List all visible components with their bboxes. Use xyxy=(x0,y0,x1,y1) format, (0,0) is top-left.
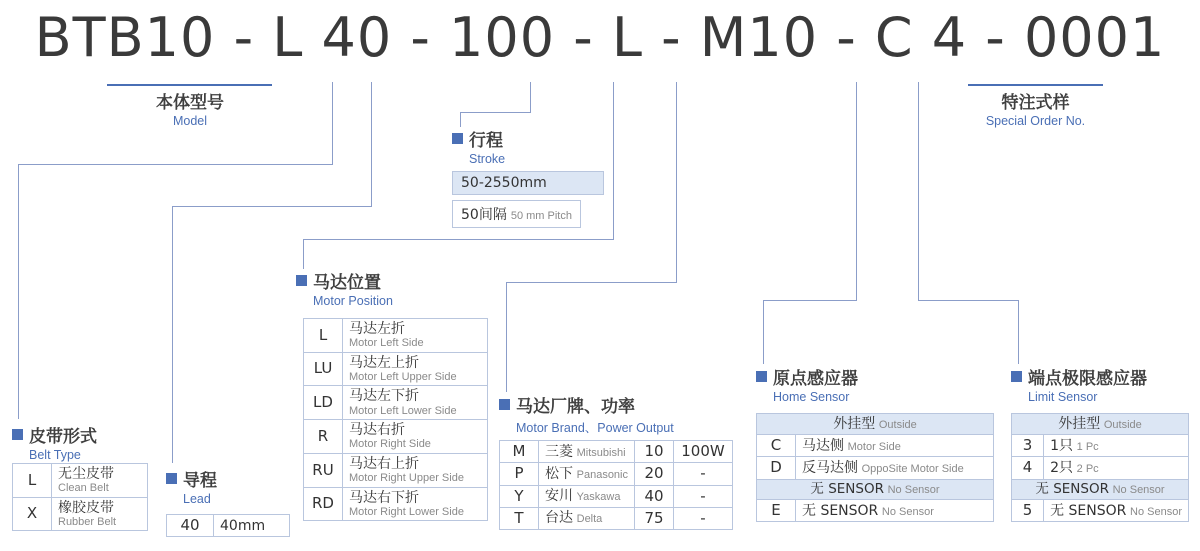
limitsensor-header-en: Outside xyxy=(1103,419,1142,431)
bullet-square-icon xyxy=(12,429,23,440)
limitsensor-cn-1: 2只 xyxy=(1050,459,1074,476)
stroke-pitch-box xyxy=(452,200,581,228)
section-special-label-en: Special Order No. xyxy=(985,114,1086,128)
limitsensor-cn-0: 1只 xyxy=(1050,437,1074,454)
motorbrand-leader-v1 xyxy=(676,82,677,282)
motorpos-key-3: R xyxy=(304,420,343,454)
limitsensor-desc-2 xyxy=(1044,500,1189,522)
section-limit-sensor xyxy=(1011,364,1147,404)
homesensor-cn-1: 反马达侧 xyxy=(802,459,858,476)
belt-type-table xyxy=(12,463,148,531)
homesensor-key-0: C xyxy=(757,435,796,457)
belt-en-0: Clean Belt xyxy=(58,482,109,495)
homesensor-desc-0 xyxy=(796,435,994,457)
section-lead-label-cn xyxy=(166,466,217,491)
brand-key-0: M xyxy=(500,441,539,463)
table-row xyxy=(304,319,488,353)
table-row xyxy=(13,464,148,498)
brand-name-0 xyxy=(539,441,635,463)
lead-leader-v2 xyxy=(172,206,173,463)
table-row xyxy=(500,507,733,529)
motorpos-desc-3 xyxy=(343,420,488,454)
brand-out-1: - xyxy=(674,463,733,485)
belt-leader-h xyxy=(18,164,333,165)
bullet-square-icon xyxy=(166,473,177,484)
homesensor-cn-2: 无 SENSOR xyxy=(802,502,879,519)
limitsensor-leader-h xyxy=(918,300,1018,301)
table-row xyxy=(304,453,488,487)
table-row xyxy=(757,435,994,457)
homesensor-nosensor-header xyxy=(757,479,994,500)
brand-pw-2: 40 xyxy=(635,485,674,507)
homesensor-header-cn: 外挂型 xyxy=(833,416,876,432)
special-underline xyxy=(968,84,1103,86)
motorpos-cn-text: 马达位置 xyxy=(313,273,381,293)
limitsensor-cn-2: 无 SENSOR xyxy=(1050,502,1127,519)
brand-out-3: - xyxy=(674,507,733,529)
motorpos-leader-h xyxy=(303,239,614,240)
table-row xyxy=(304,487,488,521)
motorpos-cn-2: 马达左下折 xyxy=(349,388,419,405)
product-code: BTB10 - L 40 - 100 - L - M10 - C 4 - 0001 xyxy=(34,6,1166,69)
brand-key-1: P xyxy=(500,463,539,485)
brand-en-1: Panasonic xyxy=(576,468,628,481)
motorpos-desc-2 xyxy=(343,386,488,420)
table-row xyxy=(1012,414,1189,435)
table-row xyxy=(500,441,733,463)
brand-key-2: Y xyxy=(500,485,539,507)
section-motor-brand xyxy=(499,392,674,436)
belt-leader-v2 xyxy=(18,164,19,419)
brand-cn-0: 三菱 xyxy=(545,443,573,460)
section-lead xyxy=(166,466,217,506)
limitsensor-leader-v2 xyxy=(1018,300,1019,364)
lead-cn-text: 导程 xyxy=(183,471,217,491)
home-sensor-table xyxy=(756,413,994,522)
limit-sensor-table xyxy=(1011,413,1189,522)
limitsensor-header-cn: 外挂型 xyxy=(1058,416,1101,432)
motorpos-en-4: Motor Right Upper Side xyxy=(349,472,464,485)
table-row xyxy=(304,352,488,386)
homesensor-header xyxy=(757,414,994,435)
table-row xyxy=(757,457,994,479)
homesensor-leader-h xyxy=(763,300,857,301)
table-row xyxy=(304,386,488,420)
motorpos-key-2: LD xyxy=(304,386,343,420)
limitsensor-nosensor-cn: 无 SENSOR xyxy=(1035,480,1109,497)
table-row xyxy=(500,463,733,485)
limitsensor-en-0: 1 Pc xyxy=(1076,440,1099,453)
motorpos-desc-4 xyxy=(343,453,488,487)
brand-out-0: 100W xyxy=(674,441,733,463)
motorpos-en-5: Motor Right Lower Side xyxy=(349,505,464,518)
brand-name-2 xyxy=(539,485,635,507)
lead-leader-h xyxy=(172,206,372,207)
section-model xyxy=(110,88,270,128)
belt-desc-0 xyxy=(52,464,148,498)
limitsensor-leader-v1 xyxy=(918,82,919,300)
homesensor-desc-1 xyxy=(796,457,994,479)
brand-cn-2: 安川 xyxy=(545,488,573,505)
motorpos-desc-1 xyxy=(343,352,488,386)
model-underline xyxy=(107,84,272,86)
limitsensor-header xyxy=(1012,414,1189,435)
homesensor-leader-v2 xyxy=(763,300,764,364)
section-lead-label-en: Lead xyxy=(183,492,211,506)
bullet-square-icon xyxy=(296,275,307,286)
section-stroke-label-en: Stroke xyxy=(469,152,506,166)
section-limitsensor-label-en: Limit Sensor xyxy=(1028,390,1098,404)
stroke-leader-v1 xyxy=(530,82,531,112)
motorpos-cn-5: 马达右下折 xyxy=(349,489,419,506)
motorbrand-leader-h xyxy=(506,282,677,283)
section-motor-position xyxy=(296,268,393,308)
homesensor-en-1: OppoSite Motor Side xyxy=(861,462,964,475)
section-motorbrand-label-en: Motor Brand、Power Output xyxy=(516,421,674,435)
motor-position-table xyxy=(303,318,488,521)
stroke-pitch-en: 50 mm Pitch xyxy=(510,210,572,222)
motorpos-leader-v1 xyxy=(613,82,614,239)
homesensor-leader-v1 xyxy=(856,82,857,300)
belt-en-1: Rubber Belt xyxy=(58,515,117,528)
stroke-cn-text: 行程 xyxy=(469,131,503,151)
limitsensor-key-2: 5 xyxy=(1012,500,1044,522)
belt-key-0: L xyxy=(13,464,52,498)
motorpos-key-4: RU xyxy=(304,453,343,487)
belt-cn-1: 橡胶皮带 xyxy=(58,499,114,516)
motorbrand-cn-text: 马达厂牌、功率 xyxy=(516,397,635,417)
table-row xyxy=(1012,479,1189,500)
belt-leader-v1 xyxy=(332,82,333,164)
table-row xyxy=(757,479,994,500)
belt-cn-text: 皮带形式 xyxy=(29,427,97,447)
section-limitsensor-label-cn xyxy=(1011,364,1147,389)
section-belt-type xyxy=(12,422,97,462)
limitsensor-en-2: No Sensor xyxy=(1130,505,1182,518)
limitsensor-desc-1 xyxy=(1044,457,1189,479)
section-motorpos-label-en: Motor Position xyxy=(313,294,393,308)
motorpos-en-1: Motor Left Upper Side xyxy=(349,370,457,383)
motorpos-en-2: Motor Left Lower Side xyxy=(349,404,457,417)
section-model-label-en: Model xyxy=(172,114,208,128)
table-row xyxy=(757,500,994,522)
table-row xyxy=(167,515,290,537)
table-row xyxy=(304,420,488,454)
brand-name-3 xyxy=(539,507,635,529)
table-row xyxy=(757,414,994,435)
brand-pw-3: 75 xyxy=(635,507,674,529)
motor-brand-table xyxy=(499,440,733,530)
section-homesensor-label-cn xyxy=(756,364,858,389)
section-homesensor-label-en: Home Sensor xyxy=(773,390,850,404)
section-model-label-cn: 本体型号 xyxy=(156,93,224,113)
section-special-label-cn: 特注式样 xyxy=(1001,93,1070,113)
brand-cn-1: 松下 xyxy=(545,465,573,482)
brand-en-0: Mitsubishi xyxy=(576,446,626,459)
brand-pw-0: 10 xyxy=(635,441,674,463)
homesensor-key-2: E xyxy=(757,500,796,522)
motorpos-cn-1: 马达左上折 xyxy=(349,354,419,371)
table-row xyxy=(1012,435,1189,457)
limitsensor-cn-text: 端点极限感应器 xyxy=(1028,369,1147,389)
motorpos-desc-5 xyxy=(343,487,488,521)
homesensor-nosensor-en: No Sensor xyxy=(887,483,940,496)
lead-desc-0 xyxy=(214,515,290,537)
table-row xyxy=(1012,457,1189,479)
belt-key-1: X xyxy=(13,497,52,531)
motorpos-cn-3: 马达右折 xyxy=(349,422,405,439)
limitsensor-en-1: 2 Pc xyxy=(1076,462,1099,475)
stroke-leader-h xyxy=(460,112,531,113)
motorpos-en-3: Motor Right Side xyxy=(349,438,431,451)
brand-key-3: T xyxy=(500,507,539,529)
bullet-square-icon xyxy=(452,133,463,144)
lead-table xyxy=(166,514,290,537)
homesensor-cn-0: 马达侧 xyxy=(802,437,844,454)
bullet-square-icon xyxy=(1011,371,1022,382)
table-row xyxy=(500,485,733,507)
section-motorpos-label-cn xyxy=(296,268,393,293)
bullet-square-icon xyxy=(756,371,767,382)
brand-en-3: Delta xyxy=(576,513,603,526)
belt-cn-0: 无尘皮带 xyxy=(58,466,114,482)
brand-cn-3: 台达 xyxy=(545,510,573,527)
section-home-sensor xyxy=(756,364,858,404)
brand-name-1 xyxy=(539,463,635,485)
stroke-pitch-cn: 50间隔 xyxy=(461,207,507,223)
homesensor-en-0: Motor Side xyxy=(847,440,901,453)
homesensor-cn-text: 原点感应器 xyxy=(773,369,858,389)
stroke-leader-v2 xyxy=(460,112,461,127)
limitsensor-key-1: 4 xyxy=(1012,457,1044,479)
section-stroke xyxy=(452,126,505,166)
bullet-square-icon xyxy=(499,399,510,410)
brand-en-2: Yaskawa xyxy=(576,491,621,504)
limitsensor-key-0: 3 xyxy=(1012,435,1044,457)
lead-key-0: 40 xyxy=(167,515,214,537)
brand-out-2: - xyxy=(674,485,733,507)
motorpos-key-0: L xyxy=(304,319,343,353)
homesensor-desc-2 xyxy=(796,500,994,522)
motorpos-key-5: RD xyxy=(304,487,343,521)
brand-pw-1: 20 xyxy=(635,463,674,485)
motorpos-cn-0: 马达左折 xyxy=(349,321,405,337)
limitsensor-nosensor-en: No Sensor xyxy=(1112,483,1165,496)
section-special-order xyxy=(958,88,1113,128)
homesensor-header-en: Outside xyxy=(878,419,917,431)
section-belt-label-en: Belt Type xyxy=(29,448,81,462)
homesensor-key-1: D xyxy=(757,457,796,479)
lead-cn-0: 40mm xyxy=(220,517,266,534)
belt-desc-1 xyxy=(52,497,148,531)
section-stroke-label-cn xyxy=(452,126,505,151)
homesensor-nosensor-cn: 无 SENSOR xyxy=(810,480,884,497)
motorpos-desc-0 xyxy=(343,319,488,353)
motorbrand-leader-v2 xyxy=(506,282,507,392)
limitsensor-desc-0 xyxy=(1044,435,1189,457)
stroke-range-box: 50-2550mm xyxy=(452,171,604,195)
homesensor-en-2: No Sensor xyxy=(881,505,934,518)
lead-leader-v1 xyxy=(371,82,372,206)
section-motorbrand-label-cn xyxy=(499,392,674,417)
section-belt-label-cn xyxy=(12,422,97,447)
motorpos-key-1: LU xyxy=(304,352,343,386)
motorpos-leader-v2 xyxy=(303,239,304,269)
motorpos-en-0: Motor Left Side xyxy=(349,337,424,350)
motorpos-cn-4: 马达右上折 xyxy=(349,455,419,472)
table-row xyxy=(13,497,148,531)
limitsensor-nosensor-header xyxy=(1012,479,1189,500)
table-row xyxy=(1012,500,1189,522)
